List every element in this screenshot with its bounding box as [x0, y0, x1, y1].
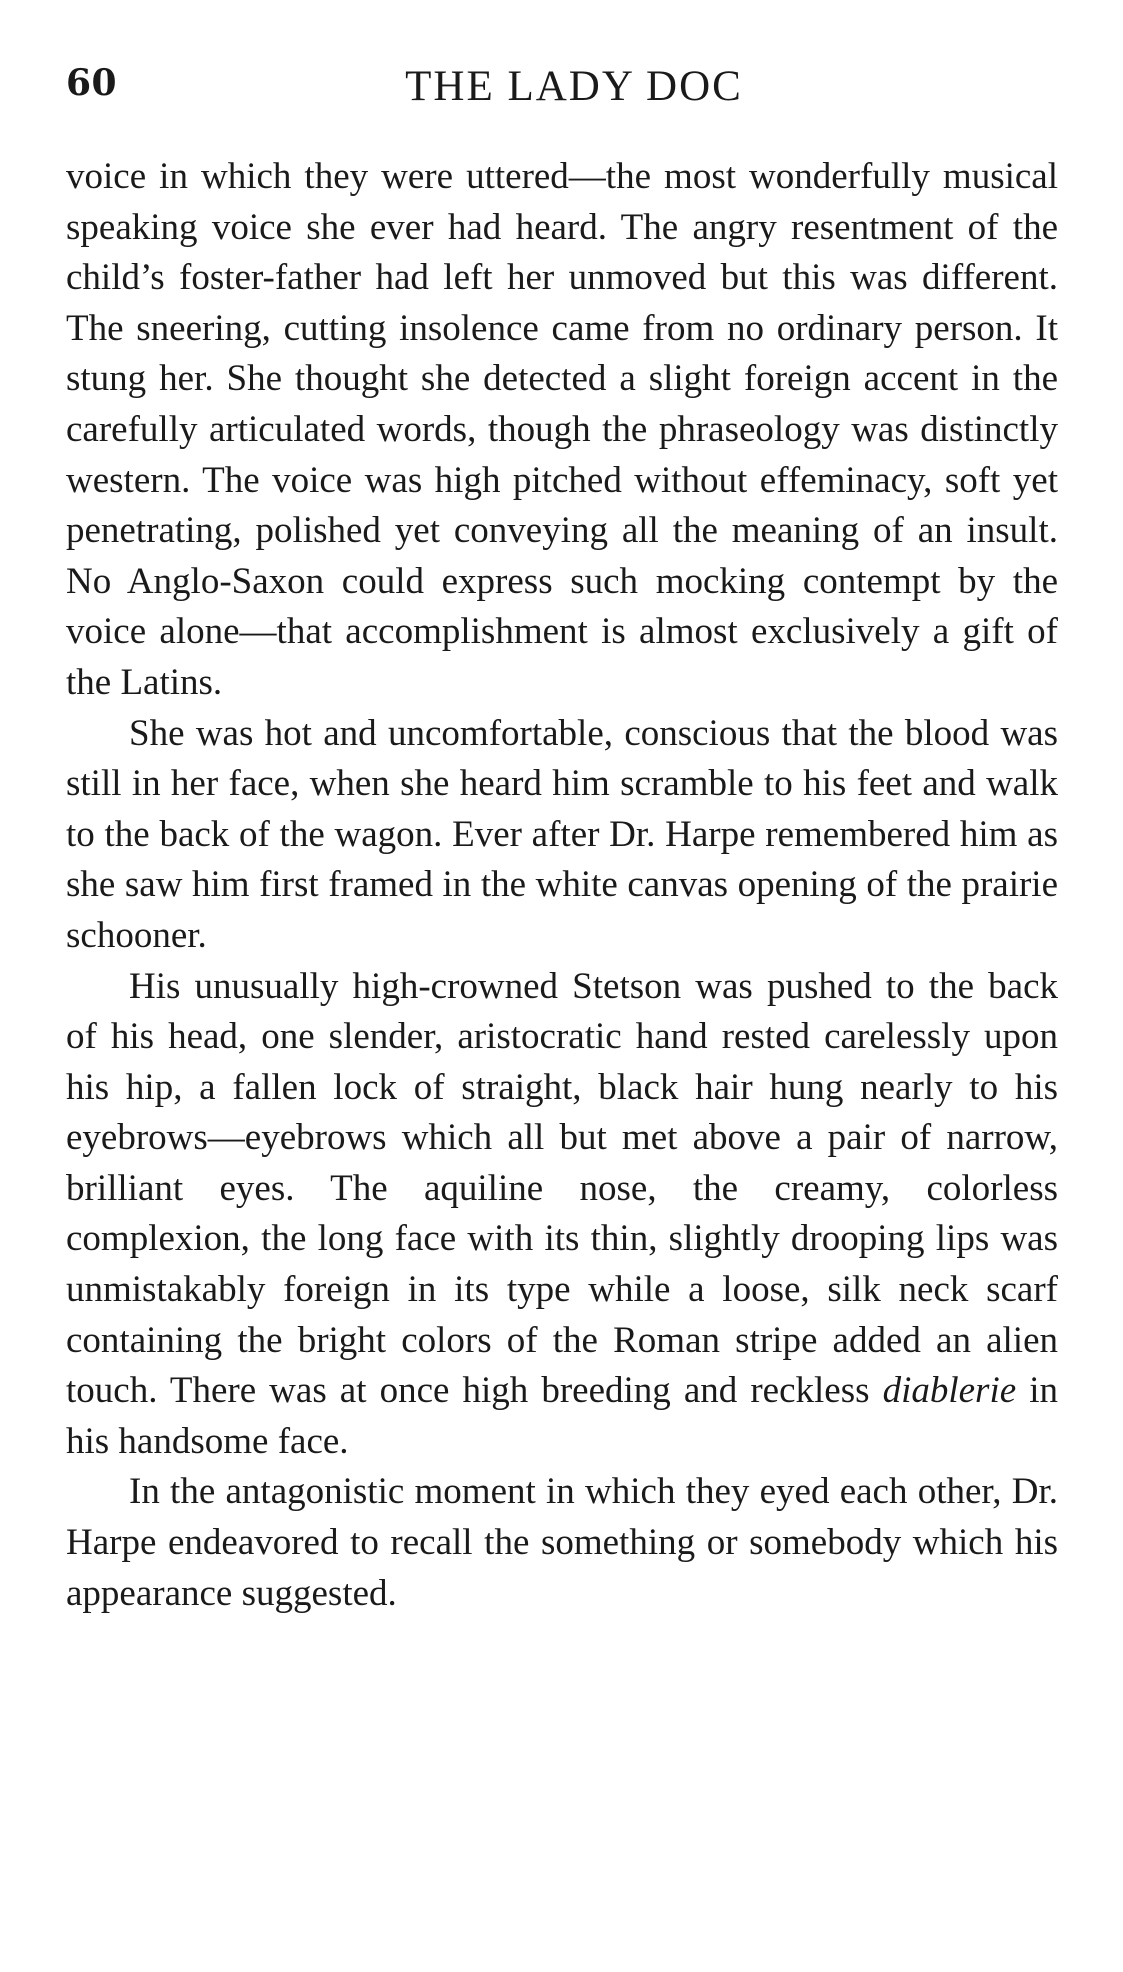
running-title: THE LADY DOC	[405, 63, 743, 110]
page-header	[66, 62, 1056, 122]
paragraph-4: In the antagonistic moment in which they eyed each other, Dr. Harpe endeavored to recall the something or somebody which his appearance suggested.	[66, 1471, 1058, 1614]
page-number: 60	[66, 62, 118, 104]
paragraph-3-emphasis: diablerie	[882, 1370, 1017, 1412]
paragraph-1: voice in which they were uttered—the most wonderfully musical speaking voice she ever had heard. The angry resentment of the child’s foster-father had left her unmoved but this was different. The sneering, cutting insolence came from no ordinary person. It stung her. She thought she detected a slight foreign accent in the carefully articulated words, though the phraseology was distinctly western. The voice was high pitched without effeminacy, soft yet penetrating, polished yet conveying all the meaning of an insult. No Anglo-Saxon could express such mocking contempt by the voice alone—that accomplishment is almost exclusively a gift of the Latins.	[66, 156, 1058, 703]
body-text	[66, 152, 1058, 1619]
paragraph-2: She was hot and uncomfortable, conscious that the blood was still in her face, when she heard him scramble to his feet and walk to the back of the wagon. Ever after Dr. Harpe remembered him as she saw him first framed in the white canvas opening of the prairie schooner.	[66, 712, 1058, 956]
paragraph-3	[66, 962, 1058, 1468]
paragraph-3-text-after: in his handsome face.	[66, 1370, 1059, 1462]
paragraph-3-text-before: His unusually high-crowned Stetson was pushed to the back of his head, one slender, aristocratic hand rested carelessly upon his hip, a fallen lock of straight, black hair hung nearly to his eyebrows—eyebrows which all but met above a pair of narrow, brilliant eyes. The aquiline nose, the creamy, colorless complexion, the long face with its thin, slightly drooping lips was unmistakably foreign in its type while a loose, silk neck scarf containing the bright colors of the Roman stripe added an alien touch. There was at once high breeding and reckless	[66, 965, 1058, 1412]
